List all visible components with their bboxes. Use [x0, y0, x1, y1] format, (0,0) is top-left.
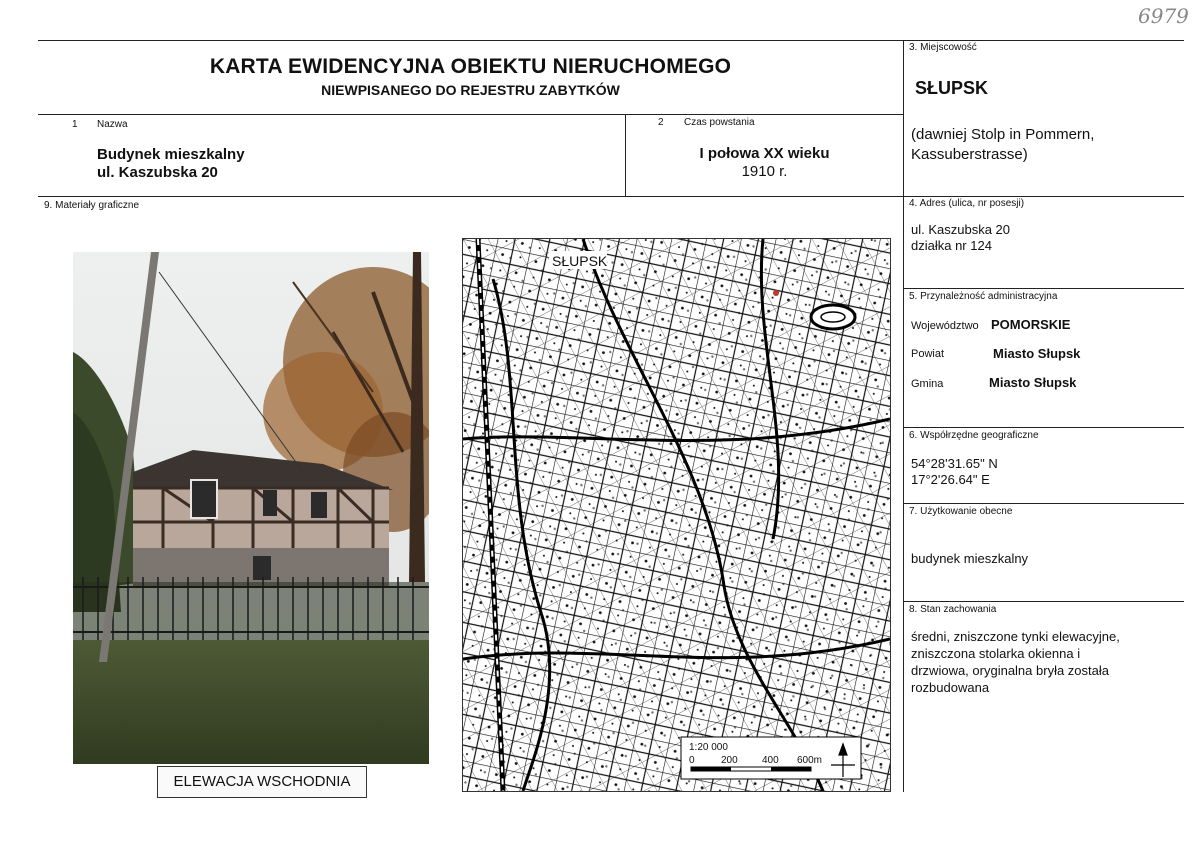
current-usage: budynek mieszkalny [911, 551, 1029, 566]
longitude: 17°2'26.64" E [911, 472, 990, 487]
map-scale-200: 200 [721, 755, 738, 766]
line-after-admin [903, 427, 1184, 428]
field-2-year: 1910 r. [741, 163, 788, 180]
field-2-period: I połowa XX wieku [699, 145, 830, 162]
field-5-label: 5. Przynależność administracyjna [909, 291, 1058, 302]
top-border [38, 40, 1184, 41]
field-8-label: 8. Stan zachowania [909, 604, 997, 615]
field-4-street: ul. Kaszubska 20 [911, 222, 1011, 237]
card-subtitle: NIEWPISANEGO DO REJESTRU ZABYTKÓW [321, 82, 620, 98]
gmina-value: Miasto Słupsk [989, 375, 1077, 390]
wojewodztwo-label: Województwo [911, 320, 979, 332]
field-6-label: 6. Współrzędne geograficzne [909, 430, 1039, 441]
field-1-number: 1 [72, 119, 78, 130]
photo-caption: ELEWACJA WSCHODNIA [157, 766, 367, 798]
building-photo [73, 252, 429, 764]
field-3-note-2: Kassuberstrasse) [911, 146, 1028, 163]
location-map [462, 238, 891, 792]
line-after-usage [903, 601, 1184, 602]
map-scale-ratio: 1:20 000 [689, 742, 728, 753]
handwritten-number: 6979 [1138, 4, 1189, 28]
scale-bar [691, 767, 811, 771]
field-1-label: Nazwa [97, 119, 128, 130]
map-city-label: SŁUPSK [552, 253, 608, 269]
line-after-address [903, 288, 1184, 289]
field-1-name: Budynek mieszkalny [97, 146, 245, 163]
field-2-label: Czas powstania [684, 117, 755, 128]
condition-line-2: zniszczona stolarka okienna i [911, 646, 1081, 661]
condition-line-4: rozbudowana [911, 680, 990, 695]
map-scale-400: 400 [762, 755, 779, 766]
field-3-value: SŁUPSK [915, 78, 989, 98]
field-3-label: 3. Miejscowość [909, 42, 977, 53]
field-7-label: 7. Użytkowanie obecne [909, 506, 1013, 517]
header-right-divider [903, 40, 904, 792]
map-scale-600: 600m [797, 755, 823, 766]
field-4-parcel: działka nr 124 [911, 238, 992, 253]
field-1-street: ul. Kaszubska 20 [97, 164, 218, 181]
map-scale-0: 0 [689, 755, 695, 766]
wojewodztwo-value: POMORSKIE [991, 317, 1071, 332]
condition-line-1: średni, zniszczone tynki elewacyjne, [911, 629, 1120, 644]
gmina-label: Gmina [911, 378, 944, 390]
field-4-label: 4. Adres (ulica, nr posesji) [909, 198, 1025, 209]
header-bottom-line [38, 114, 903, 115]
line-after-coords [903, 503, 1184, 504]
field-2-number: 2 [658, 117, 664, 128]
field-3-note-1: (dawniej Stolp in Pommern, [911, 126, 1095, 143]
powiat-value: Miasto Słupsk [993, 346, 1081, 361]
condition-line-3: drzwiowa, oryginalna bryła została [911, 663, 1109, 678]
latitude: 54°28'31.65" N [911, 456, 998, 471]
card-title: KARTA EWIDENCYJNA OBIEKTU NIERUCHOMEGO [209, 55, 732, 78]
row2-bottom-line [38, 196, 1184, 197]
powiat-label: Powiat [911, 348, 945, 360]
field-9-label: 9. Materiały graficzne [44, 200, 140, 211]
